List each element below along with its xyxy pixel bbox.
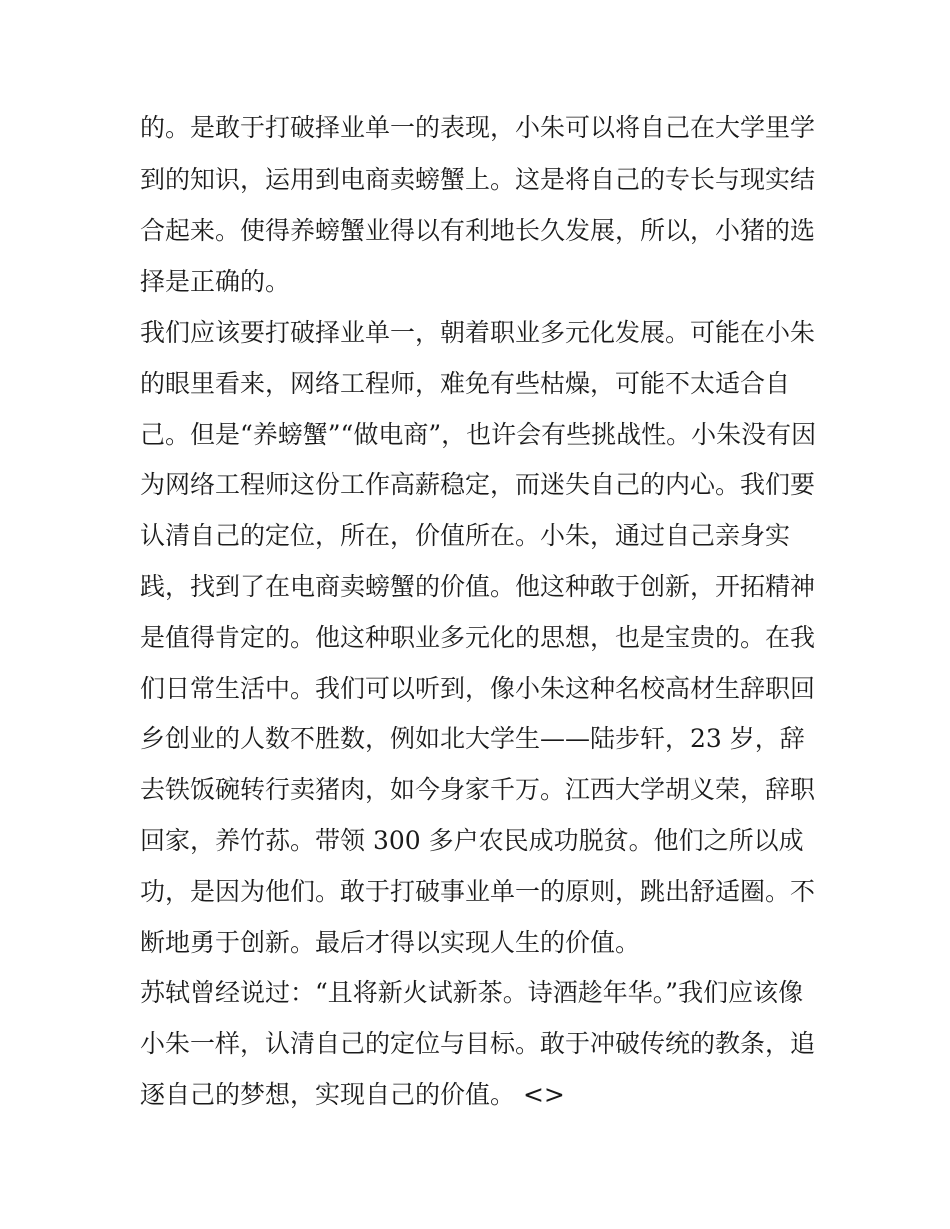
paragraph-2-line-3: 己。但是“养螃蟹”“做电商”，也许会有些挑战性。小朱没有因 — [140, 420, 817, 449]
paragraph-2-line-12: 功，是因为他们。敢于打破事业单一的原则，跳出舒适圈。不 — [140, 877, 816, 906]
paragraph-2-line-11: 回家，养竹荪。带领 300 多户农民成功脱贫。他们之所以成 — [140, 826, 804, 855]
paragraph-1-line-2: 到的知识，运用到电商卖螃蟹上。这是将自己的专长与现实结 — [140, 165, 816, 194]
paragraph-2-line-5: 认清自己的定位，所在，价值所在。小朱，通过自己亲身实 — [140, 521, 791, 550]
paragraph-2-line-4: 为网络工程师这份工作高薪稳定，而迷失自己的内心。我们要 — [140, 470, 816, 499]
paragraph-1-line-3: 合起来。使得养螃蟹业得以有利地长久发展，所以，小猪的选 — [140, 216, 816, 245]
paragraph-1-line-1: 的。是敢于打破择业单一的表现，小朱可以将自己在大学里学 — [140, 113, 816, 142]
paragraph-2-line-13: 断地勇于创新。最后才得以实现人生的价值。 — [140, 928, 641, 957]
paragraph-3-line-3: 逐自己的梦想，实现自己的价值。 <> — [140, 1080, 565, 1109]
paragraph-2-line-10: 去铁饭碗转行卖猪肉，如今身家千万。江西大学胡义荣，辞职 — [140, 775, 816, 804]
paragraph-3-line-1: 苏轼曾经说过：“且将新火试新茶。诗酒趁年华。”我们应该像 — [140, 978, 804, 1007]
paragraph-2-line-9: 乡创业的人数不胜数，例如北大学生——陆步轩，23 岁，辞 — [140, 724, 805, 753]
paragraph-2-line-2: 的眼里看来，网络工程师，难免有些枯燥，可能不太适合自 — [140, 369, 791, 398]
paragraph-2-line-7: 是值得肯定的。他这种职业多元化的思想，也是宝贵的。在我 — [140, 623, 816, 652]
paragraph-3-line-2: 小朱一样，认清自己的定位与目标。敢于冲破传统的教条，追 — [140, 1029, 816, 1058]
paragraph-2-line-8: 们日常生活中。我们可以听到，像小朱这种名校高材生辞职回 — [140, 674, 816, 703]
paragraph-2-line-1: 我们应该要打破择业单一，朝着职业多元化发展。可能在小朱 — [140, 318, 816, 347]
paragraph-2-line-6: 践，找到了在电商卖螃蟹的价值。他这种敢于创新，开拓精神 — [140, 572, 816, 601]
paragraph-1-line-4: 择是正确的。 — [140, 267, 291, 296]
